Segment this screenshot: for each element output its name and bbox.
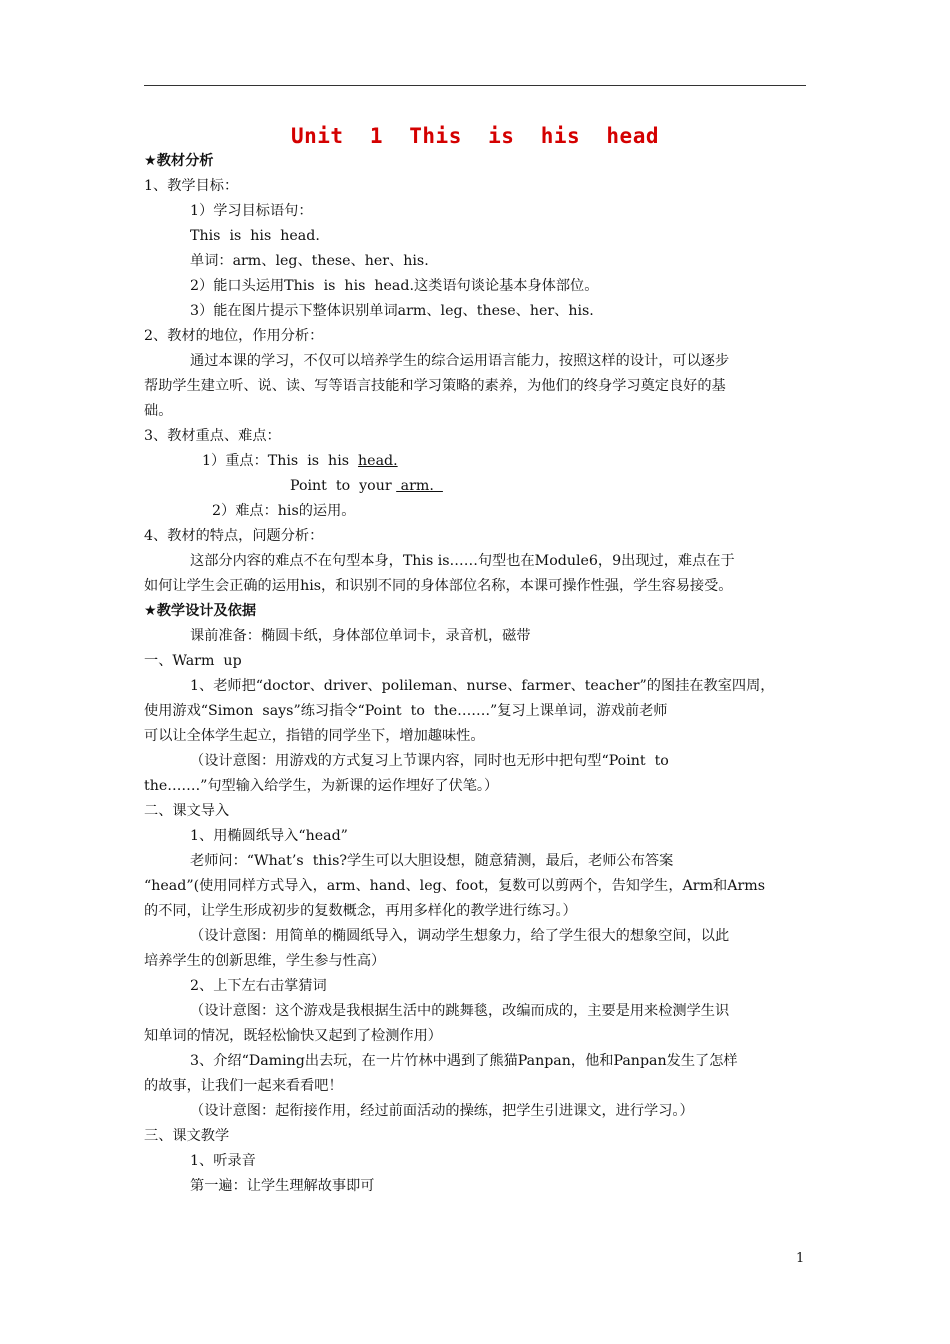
text-line: 1、老师把“doctor、driver、polileman、nurse、farmer、teacher”的图挂在教室四周， bbox=[190, 678, 775, 694]
text-line: 3、介绍“Daming出去玩，在一片竹林中遇到了熊猫Panpan，他和Panpan发生了怎样 bbox=[190, 1053, 738, 1069]
text-line: 第一遍：让学生理解故事即可 bbox=[190, 1178, 375, 1194]
text-line: 的故事，让我们一起来看看吧！ bbox=[144, 1078, 343, 1094]
text-line: 1、听录音 bbox=[190, 1153, 256, 1169]
text-line: 使用游戏“Simon says”练习指令“Point to the…….”复习上课单词，游戏前老师 bbox=[144, 703, 668, 719]
text-line: 如何让学生会正确的运用his，和识别不同的身体部位名称，本课可操作性强，学生容易接受。 bbox=[144, 578, 733, 594]
text-line bbox=[290, 477, 443, 495]
text-line: 单词：arm、leg、these、her、his. bbox=[190, 253, 429, 269]
text-line: 课前准备：椭圆卡纸，身体部位单词卡，录音机，磁带 bbox=[190, 628, 531, 644]
text-line: 2、上下左右击掌猜词 bbox=[190, 978, 327, 994]
underlined-word: arm. bbox=[396, 478, 443, 494]
text-line bbox=[202, 452, 398, 470]
text-line: 1、用椭圆纸导入“head” bbox=[190, 828, 348, 844]
text-line: 2）难点：his的运用。 bbox=[212, 503, 356, 519]
text-line: （设计意图：用游戏的方式复习上节课内容，同时也无形中把句型“Point to bbox=[190, 753, 669, 769]
page-number: 1 bbox=[796, 1251, 805, 1266]
text-line: “head”(使用同样方式导入，arm、hand、leg、foot，复数可以剪两个，告知学生，Arm和Arms bbox=[144, 878, 765, 894]
text-line: （设计意图：用简单的椭圆纸导入，调动学生想象力，给了学生很大的想象空间，以此 bbox=[190, 928, 730, 944]
text-line: 4、教材的特点，问题分析： bbox=[144, 528, 324, 544]
text-line: （设计意图：起衔接作用，经过前面活动的操练，把学生引进课文，进行学习。） bbox=[190, 1103, 694, 1119]
text-span: Point to your bbox=[290, 478, 397, 494]
text-line: （设计意图：这个游戏是我根据生活中的跳舞毯，改编而成的，主要是用来检测学生识 bbox=[190, 1003, 730, 1019]
text-line: 2、教材的地位，作用分析： bbox=[144, 328, 324, 344]
text-line: the…….”句型输入给学生，为新课的运作埋好了伏笔。） bbox=[144, 778, 499, 794]
text-line: 3）能在图片提示下整体识别单词arm、leg、these、her、his. bbox=[190, 303, 594, 319]
header-rule bbox=[144, 85, 806, 86]
text-line: 础。 bbox=[144, 403, 173, 419]
text-line: 通过本课的学习，不仅可以培养学生的综合运用语言能力，按照这样的设计，可以逐步 bbox=[190, 353, 730, 369]
underlined-word: head. bbox=[358, 453, 398, 469]
text-line: This is his head. bbox=[190, 228, 320, 244]
text-line: 老师问：“What’s this?学生可以大胆设想，随意猜测，最后，老师公布答案 bbox=[190, 853, 674, 869]
section-heading: ★教学设计及依据 bbox=[144, 603, 257, 619]
text-line: 1）学习目标语句： bbox=[190, 203, 313, 219]
text-line: 一、Warm up bbox=[144, 653, 242, 669]
text-span: 1）重点：This is his bbox=[202, 453, 359, 469]
text-line: 3、教材重点、难点： bbox=[144, 428, 281, 444]
text-line: 2）能口头运用This is his head.这类语句谈论基本身体部位。 bbox=[190, 278, 599, 294]
section-heading: ★教材分析 bbox=[144, 153, 214, 169]
text-line: 可以让全体学生起立，指错的同学坐下，增加趣味性。 bbox=[144, 728, 485, 744]
text-line: 1、教学目标： bbox=[144, 178, 239, 194]
text-line: 帮助学生建立听、说、读、写等语言技能和学习策略的素养，为他们的终身学习奠定良好的基 bbox=[144, 378, 726, 394]
text-line: 三、课文教学 bbox=[144, 1128, 230, 1144]
text-line: 培养学生的创新思维，学生参与性高） bbox=[144, 953, 386, 969]
text-line: 这部分内容的难点不在句型本身，This is……句型也在Module6，9出现过，难点在于 bbox=[190, 553, 735, 569]
text-line: 的不同，让学生形成初步的复数概念，再用多样化的教学进行练习。） bbox=[144, 903, 577, 919]
text-line: 知单词的情况，既轻松愉快又起到了检测作用） bbox=[144, 1028, 442, 1044]
document-title: Unit 1 This is his head bbox=[290, 124, 659, 148]
text-line: 二、课文导入 bbox=[144, 803, 230, 819]
